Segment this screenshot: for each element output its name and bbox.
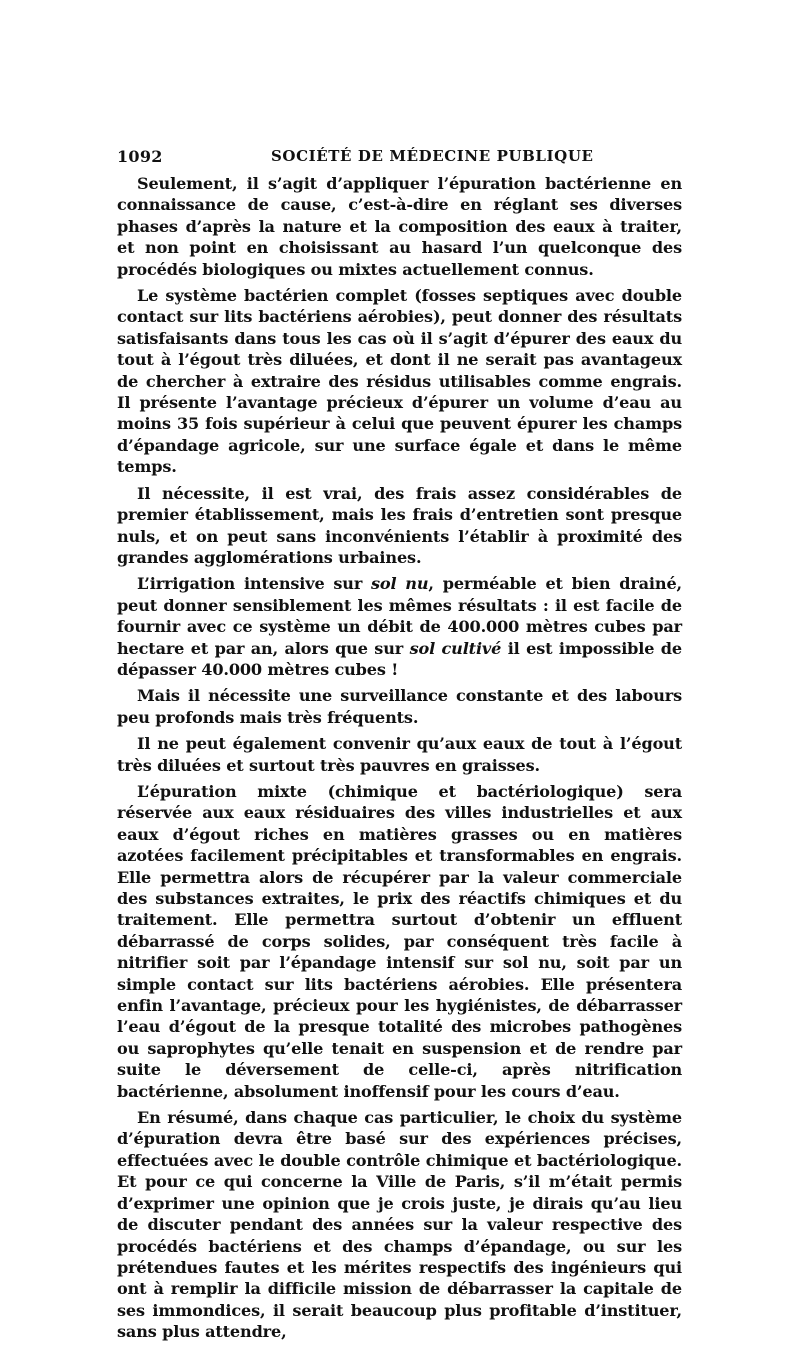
page-number: 1092 [117,147,163,166]
paragraph-3: Il nécessite, il est vrai, des frais assez considérables de premier établissement, mais les frais d’entretien sont presque nuls, et on peut sans inconvénients l’établir à proximité des grandes agglomérations urbaines. [117,483,682,567]
paragraph-4-middle: , perméable et bien drainé, peut donner sensiblement les mêmes résultats : il est facile de fournir avec ce système un débit de 400.000 mètres cubes par hectare et par an, alors que sur [117,574,682,658]
running-title: SOCIÉTÉ DE MÉDECINE PUBLIQUE [271,147,594,165]
paragraph-7: L’épuration mixte (chimique et bactériologique) sera réservée aux eaux résiduaires des villes industrielles et aux eaux d’égout riches en matières grasses ou en matières azotées facilement précipitables et transformables en engrais. Elle permettra alors de récupérer par la valeur commerciale des substances extraites, le prix des réactifs chimiques et du traitement. Elle permettra surtout d’obtenir un effluent débarrassé de corps solides, par conséquent très facile à nitrifier soit par l’épandage intensif sur sol nu, soit par un simple contact sur lits bactériens aérobies. Elle présentera enfin l’avantage, précieux pour les hygiénistes, de débarrasser l’eau d’égout de la presque totalité des microbes pathogènes ou saprophytes qu’elle tenait en suspension et de rendre par suite le déversement de celle-ci, après nitrification bactérienne, absolument inoffensif pour les cours d’eau. [117,781,682,1101]
paragraph-4 [117,573,682,680]
body-text [117,173,682,1348]
paragraph-2: Le système bactérien complet (fosses septiques avec double contact sur lits bactériens aérobies), peut donner des résultats satisfaisants dans tous les cas où il s’agit d’épurer des eaux du tout à l’égout très diluées, et dont il ne serait pas avantageux de chercher à extraire des résidus utilisables comme engrais. Il présente l’avantage précieux d’épurer un volume d’eau au moins 35 fois supérieur à celui que peuvent épurer les champs d’épandage agricole, sur une surface égale et dans le même temps. [117,286,682,477]
paragraph-6: Il ne peut également convenir qu’aux eaux de tout à l’égout très diluées et surtout très pauvres en graisses. [117,734,682,775]
paragraph-4-end: il est impossible de dépasser 40.000 mètres cubes ! [117,638,682,679]
italic-term-sol-cultive: sol cultivé [409,638,502,658]
paragraph-1: Seulement, il s’agit d’appliquer l’épuration bactérienne en connaissance de cause, c’est-à-dire en réglant ses diverses phases d’après la nature et la composition des eaux à traiter, et non point en choisissant au hasard l’un quelconque des procédés biologiques ou mixtes actuellement connus. [117,174,682,279]
paragraph-4-start: L’irrigation intensive sur [137,574,372,594]
paragraph-8: En résumé, dans chaque cas particulier, le choix du système d’épuration devra être basé sur des expériences précises, effectuées avec le double contrôle chimique et bactériologique. Et pour ce qui concerne la Ville de Paris, s’il m’était permis d’exprimer une opinion que je crois juste, je dirais qu’au lieu de discuter pendant des années sur la valeur respective des procédés bactériens et des champs d’épandage, ou sur les prétendues fautes et les mérites respectifs des ingénieurs qui ont à remplir la difficile mission de débarrasser la capitale de ses immondices, il serait beaucoup plus profitable d’instituer, sans plus attendre, [117,1108,682,1342]
paragraph-5: Mais il nécessite une surveillance constante et des labours peu profonds mais très fréquents. [117,686,682,727]
page-header [117,147,682,169]
italic-term-sol-nu: sol nu [371,574,429,594]
